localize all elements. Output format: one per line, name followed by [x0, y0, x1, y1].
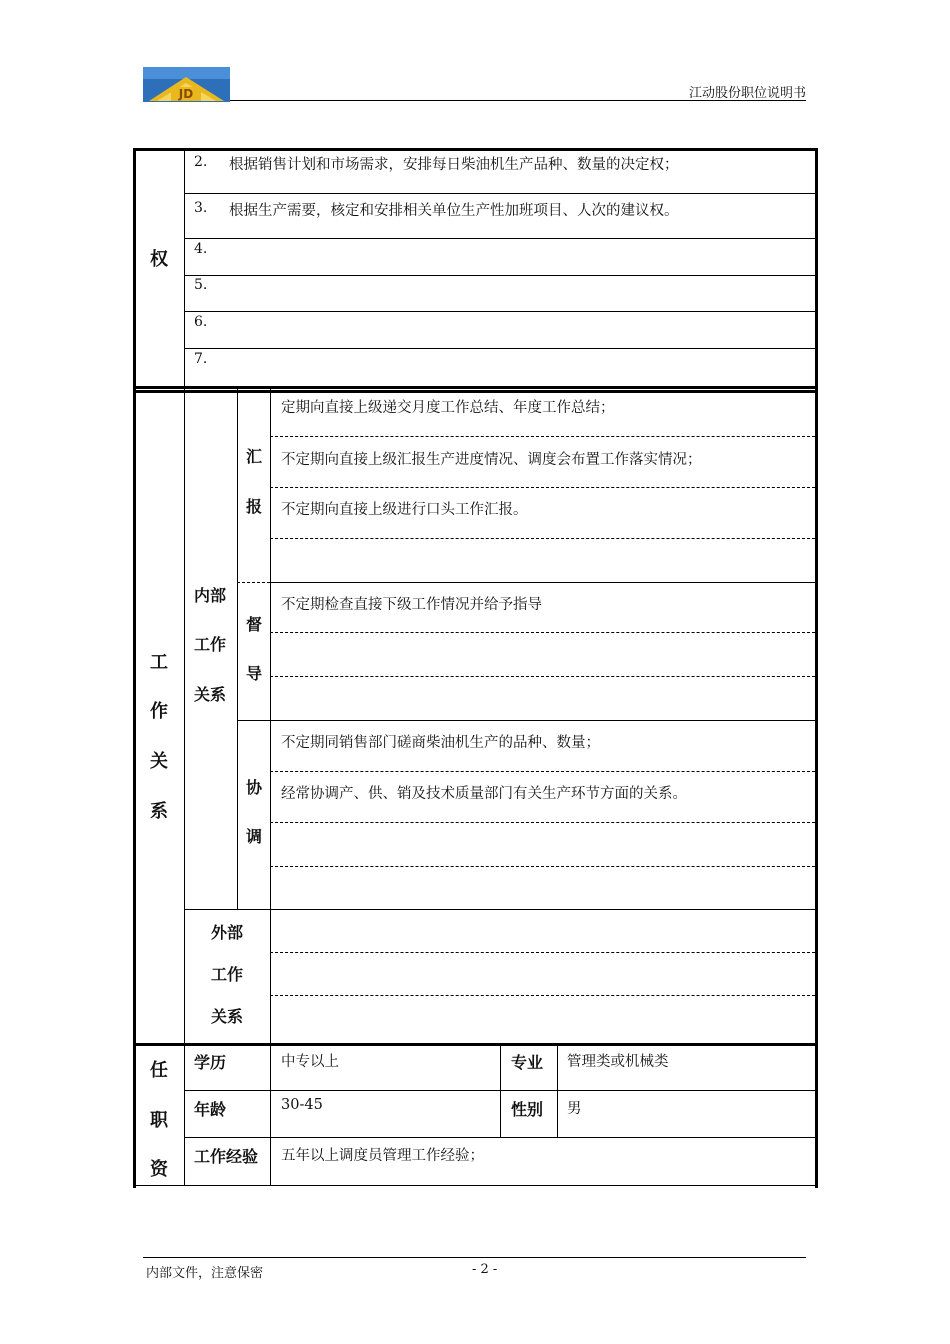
report-line: 不定期向直接上级进行口头工作汇报。	[281, 502, 528, 518]
report-label: 报	[246, 497, 263, 516]
supervise-label: 导	[246, 664, 263, 683]
work-relations-label: 作	[150, 701, 168, 722]
company-logo	[143, 67, 230, 102]
report-line: 定期向直接上级递交月度工作总结、年度工作总结；	[281, 400, 615, 416]
page-number: - 2 -	[472, 1262, 498, 1277]
authority-item-num: 6.	[194, 314, 208, 330]
qualifications-label: 资	[150, 1159, 168, 1180]
header-rule	[230, 100, 806, 101]
supervise-label: 督	[246, 615, 263, 634]
footer-confidential-note: 内部文件，注意保密	[146, 1266, 264, 1281]
authority-label: 权	[150, 249, 168, 270]
gender-value: 男	[567, 1101, 582, 1117]
authority-item-num: 2.	[194, 154, 208, 170]
report-label: 汇	[246, 447, 263, 466]
work-relations-label: 系	[150, 801, 168, 822]
coordinate-line: 经常协调产、供、销及技术质量部门有关生产环节方面的关系。	[281, 786, 687, 802]
report-line: 不定期向直接上级汇报生产进度情况、调度会布置工作落实情况；	[281, 452, 702, 468]
major-label: 专业	[511, 1053, 544, 1072]
qualifications-label: 任	[150, 1060, 168, 1081]
authority-item-text: 根据销售计划和市场需求，安排每日柴油机生产品种、数量的决定权；	[229, 157, 679, 173]
coordinate-label: 协	[246, 778, 263, 797]
authority-item-num: 3.	[194, 200, 208, 216]
external-relations-label: 关系	[211, 1007, 244, 1026]
external-relations-label: 外部	[211, 923, 244, 942]
authority-item-text: 根据生产需要，核定和安排相关单位生产性加班项目、人次的建议权。	[229, 203, 679, 219]
coordinate-line: 不定期同销售部门磋商柴油机生产的品种、数量；	[281, 735, 600, 751]
work-relations-label: 工	[150, 652, 168, 673]
external-relations-label: 工作	[211, 965, 244, 984]
work-relations-label: 关	[150, 751, 168, 772]
age-label: 年龄	[194, 1100, 227, 1119]
experience-label: 工作经验	[194, 1147, 259, 1166]
internal-relations-label: 内部	[194, 586, 227, 605]
experience-value: 五年以上调度员管理工作经验；	[281, 1148, 484, 1164]
major-value: 管理类或机械类	[567, 1054, 669, 1070]
age-value: 30-45	[281, 1097, 323, 1113]
education-label: 学历	[194, 1053, 227, 1072]
authority-item-num: 7.	[194, 351, 208, 367]
authority-item-num: 5.	[194, 277, 208, 293]
svg-text:JD: JD	[178, 87, 194, 101]
internal-relations-label: 关系	[194, 685, 227, 704]
document-title: 江动股份职位说明书	[688, 86, 806, 101]
internal-relations-label: 工作	[194, 635, 227, 654]
authority-item-num: 4.	[194, 241, 208, 257]
supervise-line: 不定期检查直接下级工作情况并给予指导	[281, 597, 542, 613]
gender-label: 性别	[511, 1100, 544, 1119]
education-value: 中专以上	[281, 1054, 339, 1070]
footer-rule	[143, 1257, 806, 1258]
qualifications-label: 职	[150, 1110, 168, 1131]
coordinate-label: 调	[246, 827, 263, 846]
